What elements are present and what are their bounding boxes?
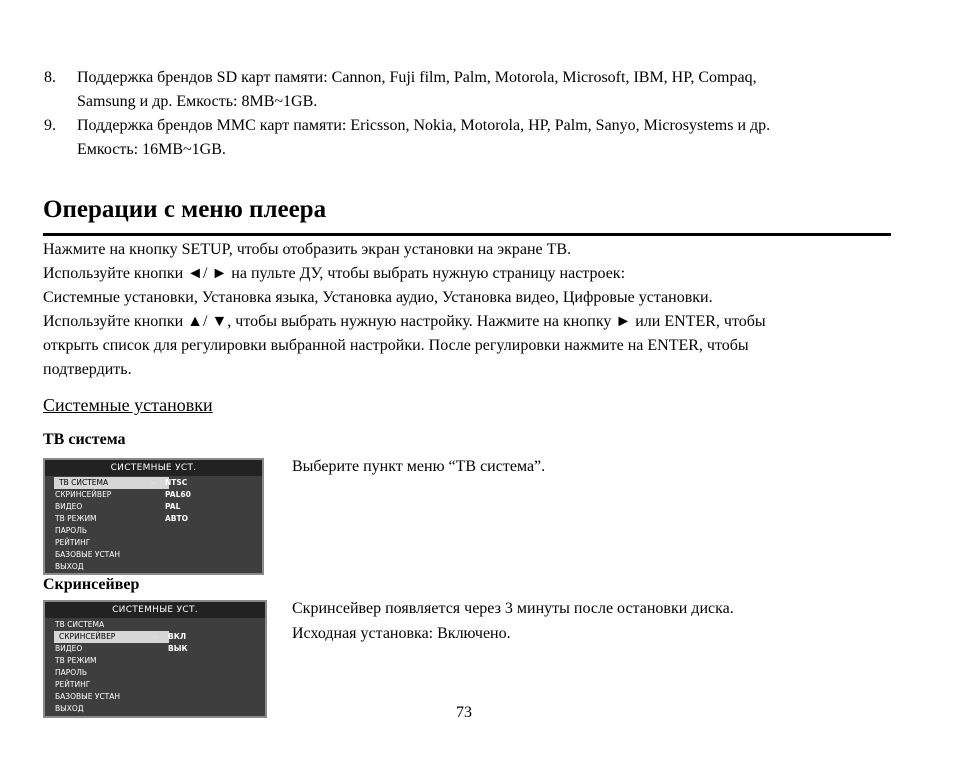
list-number: 8. xyxy=(44,69,56,86)
heading-rule xyxy=(43,233,891,236)
screensaver-menu-screenshot xyxy=(43,600,267,718)
menu-option: ВКЛ xyxy=(168,632,187,641)
menu-item: ТВ РЕЖИМ xyxy=(55,656,97,665)
tv-system-menu-screenshot xyxy=(43,458,264,575)
intro-line-6: подтвердить. xyxy=(43,361,132,378)
menu-option: NTSC xyxy=(165,478,188,487)
menu-item: ПАРОЛЬ xyxy=(55,668,87,677)
menu-item: ВИДЕО xyxy=(55,502,83,511)
list-text-line2: Samsung и др. Емкость: 8MB~1GB. xyxy=(77,93,318,110)
screensaver-description-line1: Скринсейвер появляется через 3 минуты после остановки диска. xyxy=(292,600,734,617)
menu-item-selected: ТВ СИСТЕМА xyxy=(54,477,169,489)
menu-item: ВЫХОД xyxy=(55,562,84,571)
menu-option: PAL60 xyxy=(165,490,191,499)
chevron-right-icon: ► xyxy=(151,479,157,487)
list-number: 9. xyxy=(44,117,56,134)
subhead-tv-system: ТВ система xyxy=(43,431,126,448)
menu-item: ВЫХОД xyxy=(55,704,84,713)
intro-line-5: открыть список для регулировки выбранной настройки. После регулировки нажмите на ENTER, чтобы xyxy=(43,337,749,354)
menu-item: ТВ РЕЖИМ xyxy=(55,514,97,523)
menu-option: АВТО xyxy=(165,514,189,523)
menu-item: РЕЙТИНГ xyxy=(55,680,91,689)
intro-line-1: Нажмите на кнопку SETUP, чтобы отобразить экран установки на экране ТВ. xyxy=(43,241,572,258)
screensaver-description-line2: Исходная установка: Включено. xyxy=(292,625,511,642)
menu-title: СИСТЕМНЫЕ УСТ. xyxy=(45,602,265,618)
menu-item: ВИДЕО xyxy=(55,644,83,653)
menu-item: БАЗОВЫЕ УСТАН xyxy=(55,550,121,559)
menu-item: ТВ СИСТЕМА xyxy=(55,620,105,629)
intro-line-4: Используйте кнопки ▲/ ▼, чтобы выбрать нужную настройку. Нажмите на кнопку ► или ENTER, чтобы xyxy=(43,313,766,330)
menu-option: PAL xyxy=(165,502,181,511)
list-text-line2: Емкость: 16MB~1GB. xyxy=(77,141,226,158)
section-title: Системные установки xyxy=(43,395,213,415)
menu-option: ВЫК xyxy=(168,644,188,653)
intro-line-3: Системные установки, Установка языка, Установка аудио, Установка видео, Цифровые установки. xyxy=(43,289,713,306)
menu-item: СКРИНСЕЙВЕР xyxy=(55,490,112,499)
intro-line-2: Используйте кнопки ◄/ ► на пульте ДУ, чтобы выбрать нужную страницу настроек: xyxy=(43,265,626,282)
page-heading: Операции с меню плеера xyxy=(43,196,327,223)
page-number: 73 xyxy=(456,704,472,721)
chevron-right-icon: ► xyxy=(153,633,159,641)
list-text-line1: Поддержка брендов SD карт памяти: Cannon, Fuji film, Palm, Motorola, Microsoft, IBM, HP, Compaq, xyxy=(77,69,757,86)
menu-item: РЕЙТИНГ xyxy=(55,538,91,547)
menu-item: БАЗОВЫЕ УСТАН xyxy=(55,692,121,701)
menu-item-selected: СКРИНСЕЙВЕР xyxy=(54,631,169,643)
menu-item: ПАРОЛЬ xyxy=(55,526,87,535)
subhead-screensaver: Скринсейвер xyxy=(43,576,140,593)
list-text-line1: Поддержка брендов MMC карт памяти: Ericsson, Nokia, Motorola, HP, Palm, Sanyo, Microsystems и др. xyxy=(77,117,771,134)
menu-title: СИСТЕМНЫЕ УСТ. xyxy=(45,460,262,476)
tv-system-description: Выберите пункт меню “ТВ система”. xyxy=(292,458,546,475)
